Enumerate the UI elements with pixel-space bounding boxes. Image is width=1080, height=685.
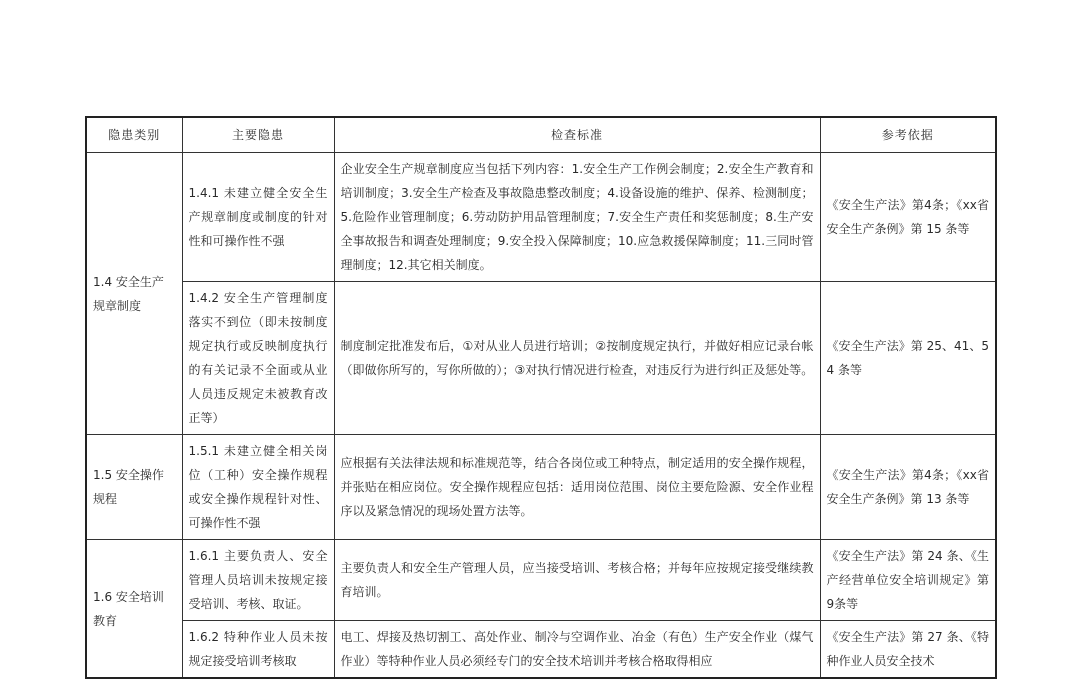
hazard-cell: 1.4.1 未建立健全安全生产规章制度或制度的针对性和可操作性不强 <box>182 153 334 282</box>
reference-cell: 《安全生产法》第4条；《xx省安全生产条例》第 13 条等 <box>820 435 996 540</box>
category-cell: 1.5 安全操作规程 <box>86 435 182 540</box>
hazard-cell: 1.4.2 安全生产管理制度落实不到位（即未按制度规定执行或反映制度执行的有关记录不全面或从业人员违反规定未被教育改正等） <box>182 282 334 435</box>
table-row <box>86 540 996 621</box>
reference-cell: 《安全生产法》第 24 条、《生产经营单位安全培训规定》第9条等 <box>820 540 996 621</box>
table-header-row <box>86 117 996 153</box>
reference-cell: 《安全生产法》第 25、41、54 条等 <box>820 282 996 435</box>
hazard-cell: 1.6.1 主要负责人、安全管理人员培训未按规定接受培训、考核、取证。 <box>182 540 334 621</box>
table-row <box>86 435 996 540</box>
standard-cell: 电工、焊接及热切割工、高处作业、制冷与空调作业、冶金（有色）生产安全作业（煤气作业）等特种作业人员必须经专门的安全技术培训并考核合格取得相应 <box>334 621 820 679</box>
header-standard: 检查标准 <box>334 117 820 153</box>
standard-cell: 制度制定批准发布后，①对从业人员进行培训；②按制度规定执行，并做好相应记录台帐（即做你所写的，写你所做的）；③对执行情况进行检查，对违反行为进行纠正及惩处等。 <box>334 282 820 435</box>
table-row <box>86 282 996 435</box>
table-row <box>86 153 996 282</box>
reference-cell: 《安全生产法》第4条；《xx省安全生产条例》第 15 条等 <box>820 153 996 282</box>
standard-cell: 企业安全生产规章制度应当包括下列内容：1.安全生产工作例会制度；2.安全生产教育和培训制度；3.安全生产检查及事故隐患整改制度；4.设备设施的维护、保养、检测制度；5.危险作业管理制度；6.劳动防护用品管理制度；7.安全生产责任和奖惩制度；8.生产安全事故报告和调查处理制度；9.安全投入保障制度；10.应急救援保障制度；11.三同时管理制度；12.其它相关制度。 <box>334 153 820 282</box>
category-cell: 1.4 安全生产规章制度 <box>86 153 182 435</box>
hazard-inspection-table <box>85 116 997 679</box>
table-row <box>86 621 996 679</box>
hazard-cell: 1.6.2 特种作业人员未按规定接受培训考核取 <box>182 621 334 679</box>
standard-cell: 应根据有关法律法规和标准规范等，结合各岗位或工种特点，制定适用的安全操作规程，并张贴在相应岗位。安全操作规程应包括：适用岗位范围、岗位主要危险源、安全作业程序以及紧急情况的现场处置方法等。 <box>334 435 820 540</box>
reference-cell: 《安全生产法》第 27 条、《特种作业人员安全技术 <box>820 621 996 679</box>
hazard-cell: 1.5.1 未建立健全相关岗位（工种）安全操作规程或安全操作规程针对性、可操作性不强 <box>182 435 334 540</box>
standard-cell: 主要负责人和安全生产管理人员，应当接受培训、考核合格；并每年应按规定接受继续教育培训。 <box>334 540 820 621</box>
header-category: 隐患类别 <box>86 117 182 153</box>
category-cell: 1.6 安全培训教育 <box>86 540 182 679</box>
header-hazard: 主要隐患 <box>182 117 334 153</box>
header-reference: 参考依据 <box>820 117 996 153</box>
